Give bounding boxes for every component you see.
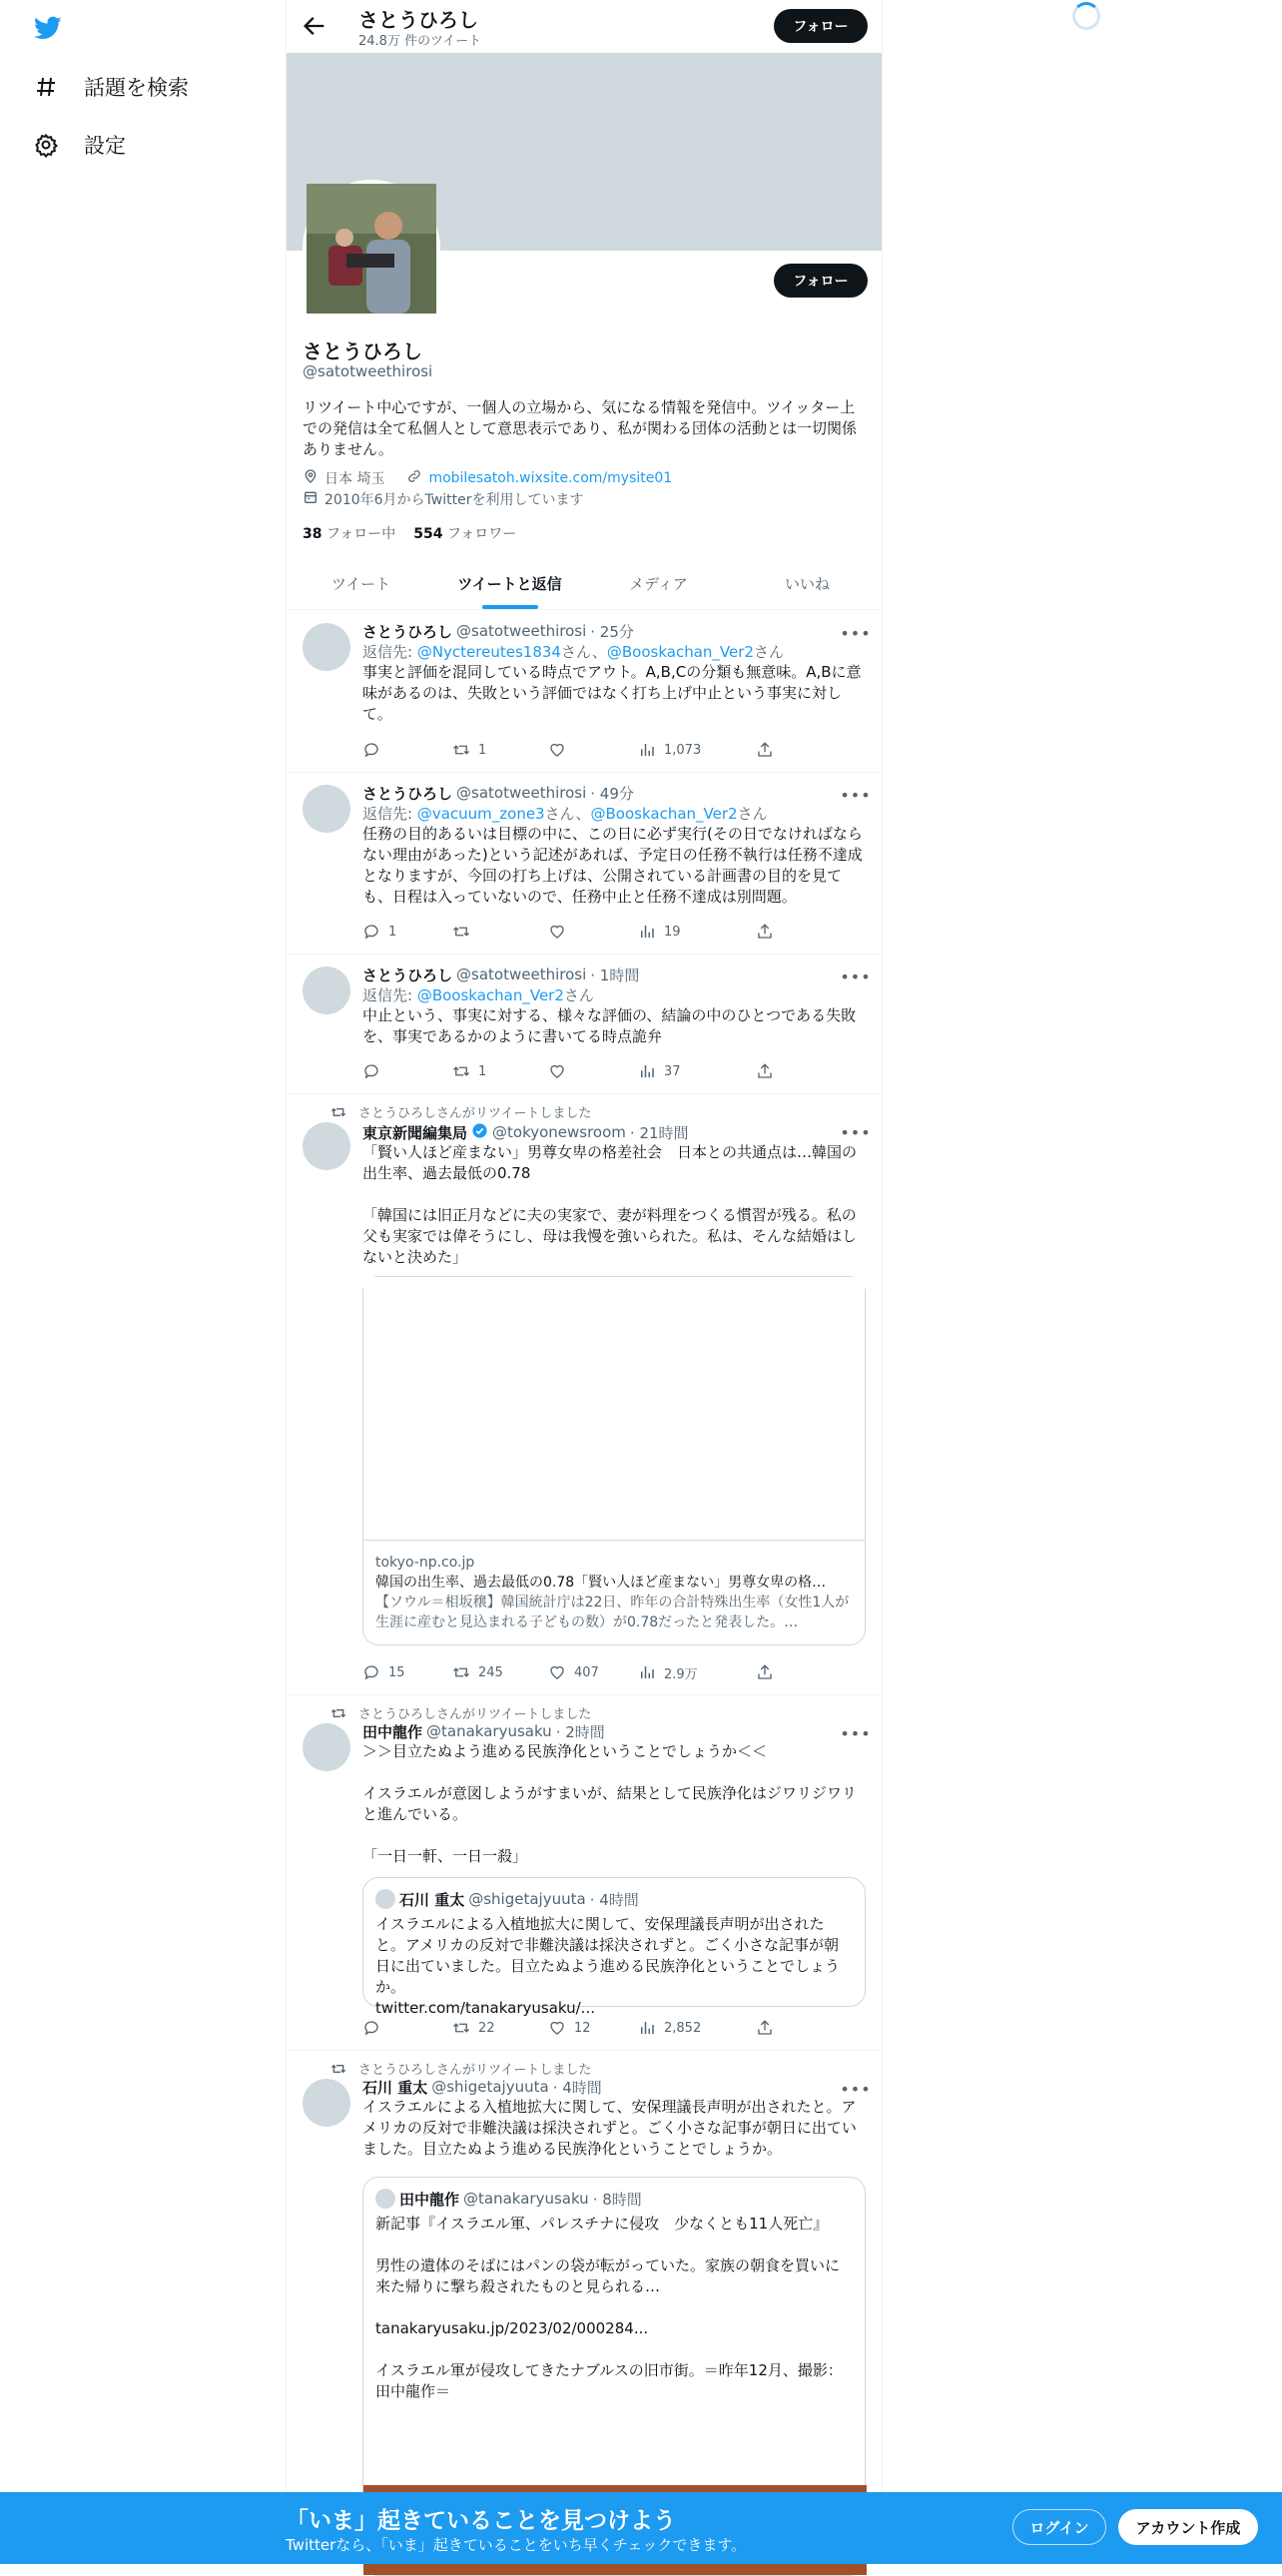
profile-avatar[interactable] [303, 180, 440, 318]
tweet[interactable] [287, 1094, 882, 1695]
tweet-time[interactable]: · 21時間 [629, 1123, 689, 1142]
more-icon[interactable]: ••• [840, 1723, 872, 1743]
header-tweet-count: 24.8万 件のツイート [358, 34, 482, 49]
retweeted-by-label[interactable]: さとうひろしさんがリツイートしました [358, 1707, 592, 1722]
hashtag-icon [32, 73, 60, 101]
reply-to-prefix: 返信先: [362, 643, 417, 661]
reply-mention[interactable]: @Booskachan_Ver2 [416, 986, 564, 1004]
tweet[interactable] [287, 955, 882, 1094]
retweet-icon [452, 741, 470, 759]
profile-website-link[interactable]: mobilesatoh.wixsite.com/mysite01 [428, 470, 673, 486]
view-count: 37 [664, 1063, 681, 1079]
tweet-header [362, 621, 872, 643]
tweet-text: 「賢い人ほど産まない」男尊女卑の格差社会 日本との共通点は…韓国の出生率、過去最低の0.78 「韓国には旧正月などに夫の実家で、妻が料理をつくる慣習が残る。私の父も実家では偉そうにし、母は我慢を強いられた。私は、そんな結婚はしないと決めた」 [362, 1143, 858, 1266]
share-icon [756, 2019, 774, 2037]
reply-mention[interactable]: @Booskachan_Ver2 [590, 805, 738, 823]
profile-location: 日本 埼玉 [324, 471, 385, 487]
retweet-icon [452, 1663, 470, 1681]
tweet-text: 任務の目的あるいは目標の中に、この日に必ず実行(その日でなければならない理由があった)という記述があれば、予定日の任務不執行は任務不達成となりますが、今回の打ち上げは、公開されている計画書の目的を見ても、日程は入っていないので、任務中止と任務不達成は別問題。 [362, 825, 863, 906]
tweet-header [362, 965, 872, 986]
reply-count: 1 [388, 924, 397, 940]
view-count: 2.9万 [664, 1666, 698, 1682]
views-icon [638, 923, 656, 941]
avatar [375, 1889, 395, 1909]
tweet-header [362, 1122, 872, 1142]
quoted-tweet[interactable] [362, 1877, 866, 2017]
tweet-time[interactable]: · 49分 [590, 784, 634, 803]
nav-explore-label: 話題を検索 [84, 76, 189, 100]
like-button[interactable] [548, 1663, 638, 1681]
profile-meta-row [303, 468, 672, 488]
reply-mention[interactable]: @vacuum_zone3 [416, 805, 545, 823]
retweet-count: 1 [478, 1063, 487, 1079]
more-icon[interactable]: ••• [840, 785, 872, 805]
heart-icon [548, 1663, 566, 1681]
tweet-author-name[interactable]: 石川 重太 [362, 2078, 428, 2097]
views-button[interactable] [638, 1062, 756, 1080]
reply-to-suffix: さん [753, 643, 784, 661]
tweet-author-handle[interactable]: @tanakaryusaku [426, 1722, 552, 1740]
retweet-icon [330, 2061, 346, 2077]
reply-to-separator: さん、 [544, 805, 591, 823]
profile-tabs [287, 557, 882, 610]
share-icon [756, 741, 774, 759]
nav-explore[interactable] [32, 67, 189, 107]
reply-to-line [362, 803, 866, 824]
retweeted-by-label[interactable]: さとうひろしさんがリツイートしました [358, 1106, 592, 1121]
share-icon [756, 923, 774, 941]
link-icon [406, 468, 422, 488]
signup-banner [0, 2492, 1282, 2564]
tweet-actions [362, 1061, 774, 1081]
quoted-tweet-time: · 8時間 [592, 2190, 642, 2209]
link-card[interactable] [362, 1276, 866, 1645]
login-button[interactable]: ログイン [1012, 2509, 1106, 2545]
tweet-text: 中止という、事実に対する、様々な評価の、結論の中のひとつである失敗を、事実であるかのように書いてる時点詭弁 [362, 1006, 857, 1045]
tweet-author-name[interactable]: さとうひろし [362, 622, 453, 641]
tweet-author-handle[interactable]: @shigetajyuuta [431, 2078, 549, 2096]
avatar[interactable] [303, 2079, 350, 2127]
views-button[interactable] [638, 923, 756, 941]
location-pin-icon [303, 468, 319, 488]
like-button[interactable] [548, 923, 638, 941]
retweet-icon [330, 1705, 346, 1721]
tweet-text: 事実と評価を混同している時点でアウト。A,B,Cの分類も無意味。A,Bに意味があるのは、失敗という評価ではなく打ち上げ中止という事実に対して。 [362, 663, 862, 723]
quoted-author-handle: @tanakaryusaku [463, 2190, 589, 2208]
reply-mention[interactable]: @Nyctereutes1834 [416, 643, 561, 661]
share-button[interactable] [756, 1663, 774, 1681]
heart-icon [548, 2019, 566, 2037]
retweet-icon [452, 2019, 470, 2037]
tab-tweets-and-replies[interactable]: ツイートと返信 [435, 557, 584, 609]
views-icon [638, 741, 656, 759]
quoted-author-name: 石川 重太 [399, 1890, 465, 1909]
quoted-tweet-header [375, 1888, 853, 1910]
tweet[interactable] [287, 611, 882, 773]
views-icon [638, 1663, 656, 1681]
reply-to-separator: さん、 [560, 643, 607, 661]
tab-likes[interactable]: いいね [784, 574, 830, 593]
retweet-icon [452, 923, 470, 941]
quoted-tweet-header [375, 2188, 853, 2210]
retweet-button[interactable] [452, 1663, 548, 1681]
share-icon [756, 1663, 774, 1681]
profile-stats [303, 523, 516, 543]
retweet-button[interactable] [452, 741, 548, 759]
reply-to-prefix: 返信先: [362, 805, 417, 823]
header-name: さとうひろし [358, 8, 478, 32]
like-count: 12 [574, 2020, 591, 2036]
signup-banner-subtitle: Twitterなら、「いま」起きていることをいち早くチェックできます。 [286, 2536, 747, 2554]
like-button[interactable] [548, 741, 638, 759]
tweet-author-name[interactable]: さとうひろし [362, 966, 453, 984]
header-follow-button[interactable]: フォロー [774, 9, 868, 43]
views-icon [638, 2019, 656, 2037]
tweet[interactable] [287, 773, 882, 955]
tweet-time[interactable]: · 4時間 [552, 2078, 602, 2097]
share-button[interactable] [756, 2019, 774, 2037]
view-count: 2,852 [664, 2020, 702, 2036]
following-link[interactable] [303, 523, 395, 543]
nav-settings-label: 設定 [84, 134, 126, 158]
reply-button[interactable] [362, 741, 452, 759]
profile-header-bar [287, 0, 882, 53]
share-button[interactable] [756, 1062, 774, 1080]
tweet[interactable] [287, 1695, 882, 2051]
tweet-author-name[interactable]: 田中龍作 [362, 1722, 423, 1741]
views-button[interactable] [638, 2019, 756, 2037]
tweet-header [362, 2077, 872, 2099]
reply-icon [362, 2019, 380, 2037]
like-count: 407 [574, 1664, 599, 1680]
retweet-icon [452, 1062, 470, 1080]
reply-mention[interactable]: @Booskachan_Ver2 [606, 643, 754, 661]
retweet-icon [330, 1104, 346, 1120]
signup-banner-title: 「いま」起きていることを見つけよう [286, 2508, 676, 2534]
tweet[interactable] [287, 2051, 882, 2564]
tweet-author-handle[interactable]: @tokyonewsroom [492, 1123, 626, 1141]
retweeted-by-label[interactable]: さとうひろしさんがリツイートしました [358, 2063, 592, 2078]
view-count: 19 [664, 924, 681, 940]
quoted-author-name: 田中龍作 [399, 2190, 460, 2209]
tweet-author-handle[interactable]: @satotweethirosi [456, 784, 587, 802]
avatar[interactable] [303, 966, 350, 1014]
share-button[interactable] [756, 741, 774, 759]
reply-count: 15 [388, 1664, 405, 1680]
followers-link[interactable] [413, 523, 516, 543]
reply-button[interactable] [362, 2019, 452, 2037]
retweet-context [330, 1703, 591, 1722]
retweet-context [330, 2059, 591, 2078]
main-column [286, 0, 883, 2564]
profile-handle: @satotweethirosi [303, 362, 433, 380]
tweet-author-handle[interactable]: @satotweethirosi [456, 622, 587, 640]
reply-to-line [362, 984, 866, 1005]
like-button[interactable] [548, 2019, 638, 2037]
signup-button[interactable]: アカウント作成 [1118, 2509, 1258, 2545]
heart-icon [548, 1062, 566, 1080]
left-nav [0, 0, 286, 2564]
followers-count: 554 [413, 526, 443, 542]
quoted-tweet-time: · 4時間 [589, 1890, 639, 1909]
tweet-text: ＞＞目立たぬよう進める民族浄化ということでしょうか＜＜ イスラエルが意図しようがすまいが、結果として民族浄化はジワリジワリと進んでいる。 「一日一軒、一日一殺」 [362, 1742, 857, 1865]
heart-icon [548, 923, 566, 941]
share-icon [756, 1062, 774, 1080]
retweet-count: 1 [478, 742, 487, 758]
like-button[interactable] [548, 1062, 638, 1080]
view-count: 1,073 [664, 742, 702, 758]
share-button[interactable] [756, 923, 774, 941]
tweet-author-name[interactable]: さとうひろし [362, 784, 453, 803]
reply-to-prefix: 返信先: [362, 986, 417, 1004]
reply-icon [362, 741, 380, 759]
link-card-domain: tokyo-np.co.jp [375, 1555, 475, 1571]
retweet-button[interactable] [452, 1062, 548, 1080]
tweet-actions [362, 2018, 774, 2038]
avatar[interactable] [303, 1122, 350, 1170]
avatar[interactable] [303, 623, 350, 671]
tweet-time[interactable]: · 25分 [590, 622, 634, 641]
tweet-author-name[interactable]: 東京新聞編集局 [362, 1123, 468, 1142]
reply-icon [362, 923, 380, 941]
tweet-time[interactable]: · 1時間 [590, 966, 640, 984]
more-icon[interactable]: ••• [840, 623, 872, 643]
following-count: 38 [303, 526, 322, 542]
avatar[interactable] [303, 785, 350, 833]
avatar [375, 2189, 395, 2209]
followers-label: フォロワー [446, 526, 517, 542]
nav-settings[interactable] [32, 125, 126, 165]
reply-icon [362, 1663, 380, 1681]
more-icon[interactable]: ••• [840, 1122, 872, 1142]
retweet-count: 245 [478, 1664, 503, 1680]
following-label: フォロー中 [325, 526, 396, 542]
twitter-logo-icon[interactable] [32, 14, 64, 42]
reply-to-suffix: さん [737, 805, 768, 823]
quoted-author-handle: @shigetajyuuta [468, 1890, 586, 1908]
tweet-header [362, 1721, 872, 1743]
tab-media[interactable]: メディア [629, 574, 688, 593]
profile-follow-button[interactable]: フォロー [774, 264, 868, 298]
reply-button[interactable] [362, 1663, 452, 1681]
link-card-description: 【ソウル＝相坂穣】韓国統計庁は22日、昨年の合計特殊出生率（女性1人が生涯に産むと見込まれる子どもの数）が0.78だったと発表した。… [375, 1595, 850, 1630]
quoted-tweet-text: 新記事『イスラエル軍、パレスチナに侵攻 少なくとも11人死亡』 男性の遺体のそばにはパンの袋が転がっていた。家族の朝食を買いに来た帰りに撃ち殺されたものと見られる… tanakaryusaku.jp/2023/02/000284... イスラエル軍が侵攻してきたナブルスの旧市街。＝昨年12月、撮影：田中龍作＝ [375, 2215, 843, 2400]
profile-name: さとうひろし [303, 339, 422, 363]
calendar-icon [303, 489, 319, 509]
verified-badge-icon [471, 1122, 488, 1143]
back-arrow-icon[interactable] [301, 12, 328, 40]
tab-tweets[interactable]: ツイート [330, 574, 391, 593]
quoted-tweet-text: イスラエルによる入植地拡大に関して、安保理議長声明が出されたと。アメリカの反対で非難決議は採決されずと。ごく小さな記事が朝日に出ていました。目立たぬよう進める民族浄化ということでしょうか。 twitter.com/tanakaryusaku/... [375, 1915, 841, 2017]
link-card-title: 韓国の出生率、過去最低の0.78「賢い人ほど産まない」男尊女卑の格… [375, 1575, 827, 1591]
tweet-text: イスラエルによる入植地拡大に関して、安保理議長声明が出されたと。アメリカの反対で非難決議は採決されずと。ごく小さな記事が朝日に出ていました。目立たぬよう進める民族浄化ということでしょうか。 [362, 2098, 857, 2158]
heart-icon [548, 741, 566, 759]
tweet-header [362, 783, 872, 805]
reply-to-line [362, 641, 866, 662]
tweet-time[interactable]: · 2時間 [555, 1722, 605, 1741]
link-card-image [363, 1277, 865, 1541]
avatar[interactable] [303, 1723, 350, 1771]
retweet-button[interactable] [452, 923, 548, 941]
reply-icon [362, 1062, 380, 1080]
loading-spinner-icon [1072, 2, 1100, 30]
tweet-actions [362, 1662, 774, 1682]
gear-icon [32, 131, 60, 159]
more-icon[interactable]: ••• [840, 2079, 872, 2099]
views-button[interactable] [638, 1663, 756, 1682]
retweet-button[interactable] [452, 2019, 548, 2037]
reply-button[interactable] [362, 923, 452, 941]
reply-to-suffix: さん [563, 986, 594, 1004]
reply-button[interactable] [362, 1062, 452, 1080]
tweet-author-handle[interactable]: @satotweethirosi [456, 966, 587, 983]
retweet-context [330, 1102, 591, 1121]
retweet-count: 22 [478, 2020, 495, 2036]
profile-joined-row [303, 489, 583, 509]
views-button[interactable] [638, 741, 756, 759]
more-icon[interactable]: ••• [840, 966, 872, 986]
views-icon [638, 1062, 656, 1080]
tweet-actions [362, 922, 774, 942]
tweet-actions [362, 740, 774, 760]
profile-joined: 2010年6月からTwitterを利用しています [324, 492, 584, 508]
profile-bio: リツイート中心ですが、一個人の立場から、気になる情報を発信中。ツイッター上での発信は全て私個人として意思表示であり、私が関わる団体の活動とは一切関係ありません。 [303, 398, 858, 458]
